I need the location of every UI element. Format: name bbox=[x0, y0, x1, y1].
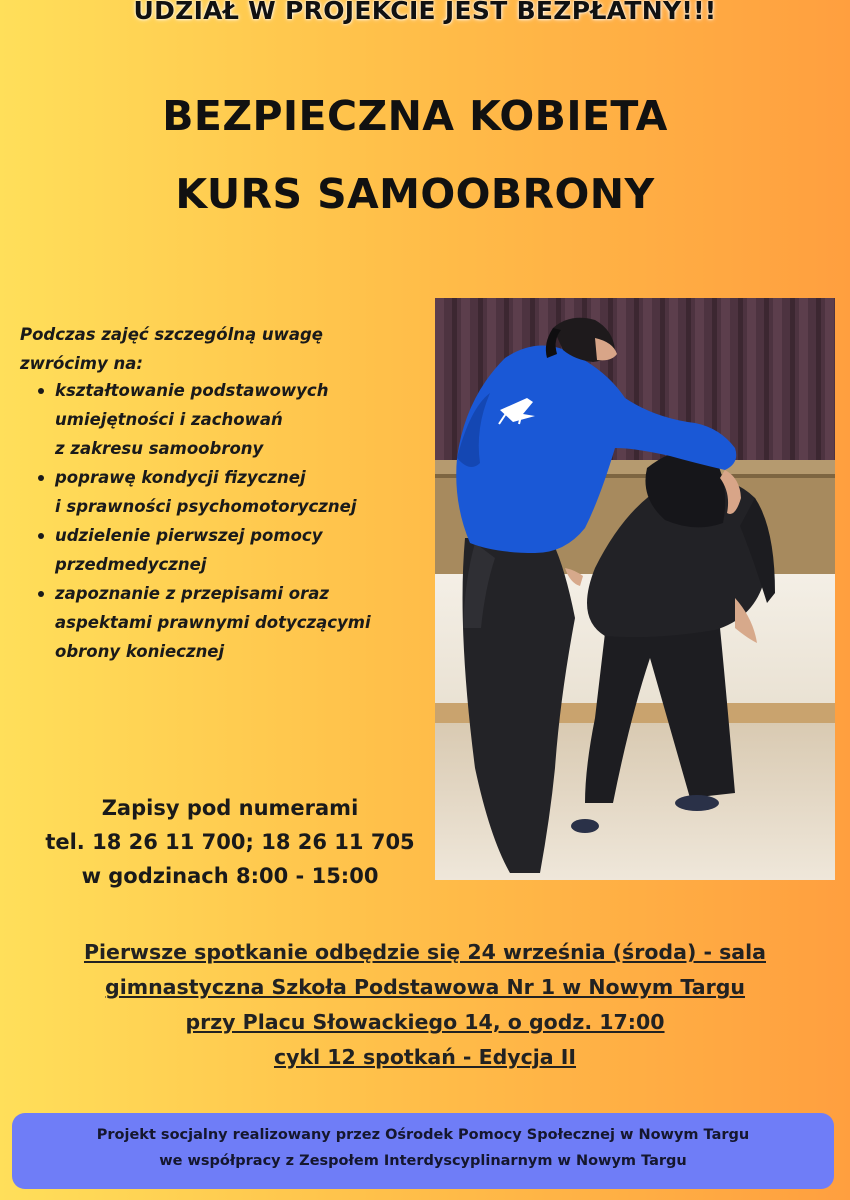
meeting-series-edition: cykl 12 spotkań - Edycja II bbox=[273, 1045, 577, 1069]
program-topics-list bbox=[36, 376, 426, 666]
program-topic-item: poprawę kondycji fizycznej i sprawności psychomotorycznej bbox=[36, 463, 426, 521]
signup-phone-numbers: tel. 18 26 11 700; 18 26 11 705 bbox=[45, 830, 415, 854]
first-meeting-address-time: przy Placu Słowackiego 14, o godz. 17:00 bbox=[185, 1010, 665, 1034]
program-topic-item: kształtowanie podstawowych umiejętności i zachowań z zakresu samoobrony bbox=[36, 376, 426, 463]
program-intro bbox=[20, 320, 420, 378]
project-footer-box bbox=[12, 1113, 834, 1189]
first-meeting-date: Pierwsze spotkanie odbędzie się 24 września (środa) - sala bbox=[83, 940, 766, 964]
poster-subtitle: KURS SAMOOBRONY bbox=[175, 170, 655, 218]
first-meeting-venue: gimnastyczna Szkoła Podstawowa Nr 1 w Nowym Targu bbox=[105, 975, 745, 999]
signup-heading: Zapisy pod numerami bbox=[101, 796, 359, 820]
signup-hours: w godzinach 8:00 - 15:00 bbox=[81, 864, 379, 888]
program-topic-item: zapoznanie z przepisami oraz aspektami prawnymi dotyczącymi obrony koniecznej bbox=[36, 579, 426, 666]
free-participation-banner: UDZIAŁ W PROJEKCIE JEST BEZPŁATNY!!! bbox=[133, 0, 717, 25]
program-topic-item: udzielenie pierwszej pomocy przedmedycznej bbox=[36, 521, 426, 579]
program-intro-line: Podczas zajęć szczególną uwagę bbox=[20, 325, 323, 344]
program-intro-line: zwrócimy na: bbox=[20, 354, 143, 373]
footer-line: we współpracy z Zespołem Interdyscyplinarnym w Nowym Targu bbox=[159, 1153, 687, 1169]
self-defense-photo bbox=[435, 298, 835, 880]
footer-line: Projekt socjalny realizowany przez Ośrodek Pomocy Społecznej w Nowym Targu bbox=[96, 1127, 750, 1143]
poster-title: BEZPIECZNA KOBIETA bbox=[162, 92, 668, 140]
